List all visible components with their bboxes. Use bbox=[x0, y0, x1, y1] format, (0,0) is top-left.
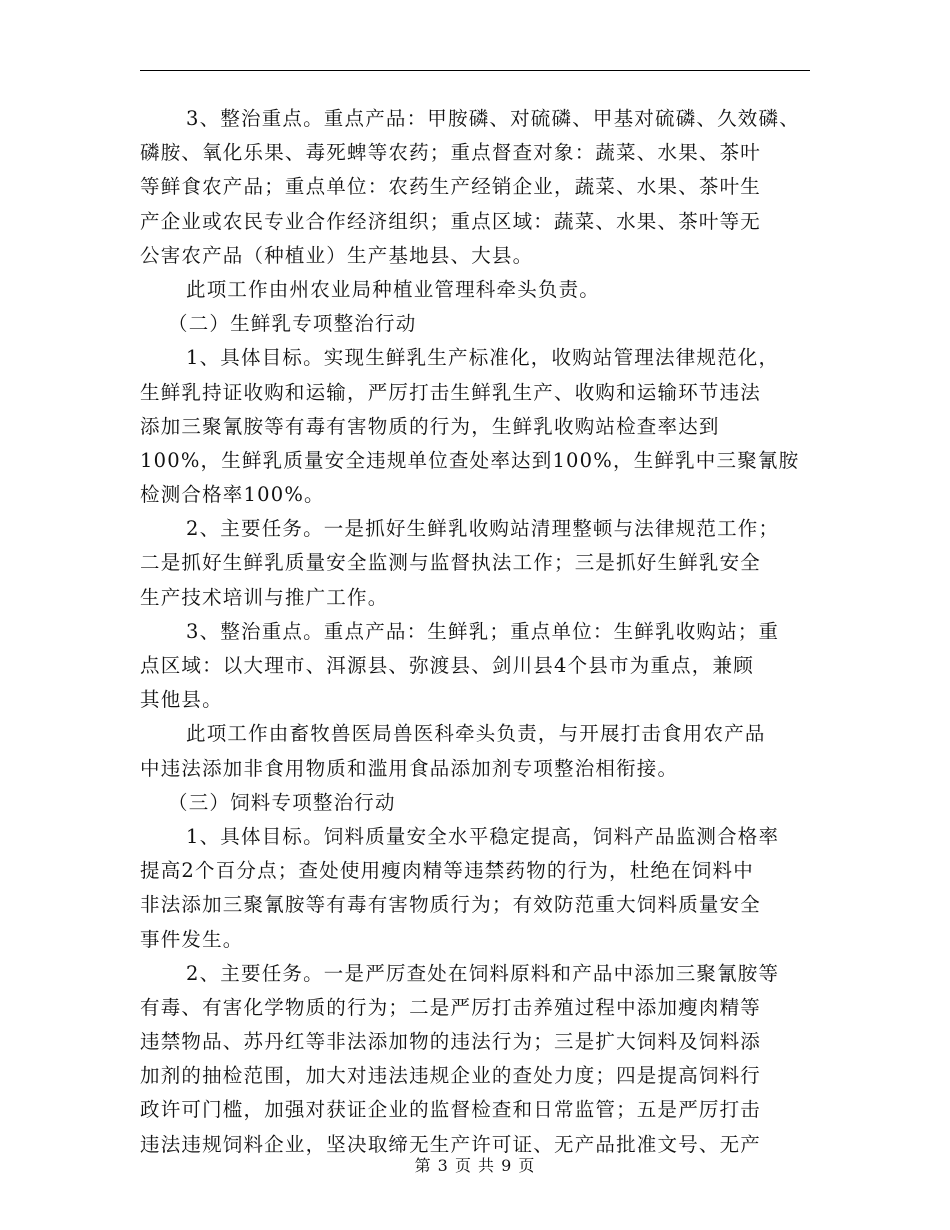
text-line: 有毒、有害化学物质的行为；二是严厉打击养殖过程中添加瘦肉精等 bbox=[140, 995, 762, 1019]
text-line: 3、整治重点。重点产品：生鲜乳；重点单位：生鲜乳收购站；重 bbox=[186, 619, 780, 643]
text-line: 生产技术培训与推广工作。 bbox=[140, 585, 389, 609]
text-line: 违法违规饲料企业，坚决取缔无生产许可证、无产品批准文号、无产 bbox=[140, 1132, 762, 1156]
text-line: 磷胺、氧化乐果、毒死蜱等农药；重点督查对象：蔬菜、水果、茶叶 bbox=[140, 141, 762, 165]
text-line: 此项工作由畜牧兽医局兽医科牵头负责，与开展打击食用农产品 bbox=[186, 722, 766, 746]
document-body bbox=[140, 102, 820, 1162]
text-line: 中违法添加非食用物质和滥用食品添加剂专项整治相衔接。 bbox=[140, 756, 679, 780]
text-line: 政许可门槛，加强对获证企业的监督检查和日常监管；五是严厉打击 bbox=[140, 1098, 762, 1122]
text-line: 2、主要任务。一是抓好生鲜乳收购站清理整顿与法律规范工作； bbox=[186, 517, 780, 541]
text-line: 生鲜乳持证收购和运输，严厉打击生鲜乳生产、收购和运输环节违法 bbox=[140, 380, 762, 404]
text-line: 等鲜食农产品；重点单位：农药生产经销企业，蔬菜、水果、茶叶生 bbox=[140, 175, 762, 199]
text-line: 二是抓好生鲜乳质量安全监测与监督执法工作；三是抓好生鲜乳安全 bbox=[140, 551, 762, 575]
page-footer bbox=[0, 1153, 950, 1176]
section-heading: （二）生鲜乳专项整治行动 bbox=[168, 312, 417, 336]
text-line: 此项工作由州农业局种植业管理科牵头负责。 bbox=[186, 277, 601, 301]
text-line: 2、主要任务。一是严厉查处在饲料原料和产品中添加三聚氰胺等 bbox=[186, 961, 780, 985]
text-line: 1、具体目标。饲料质量安全水平稳定提高，饲料产品监测合格率 bbox=[186, 824, 780, 848]
section-heading: （三）饲料专项整治行动 bbox=[168, 790, 396, 814]
text-line: 100%，生鲜乳质量安全违规单位查处率达到100%，生鲜乳中三聚氰胺 bbox=[140, 448, 800, 472]
text-line: 添加三聚氰胺等有毒有害物质的行为，生鲜乳收购站检查率达到 bbox=[140, 414, 720, 438]
page-number: 第 3 页 共 9 页 bbox=[414, 1156, 536, 1175]
text-line: 3、整治重点。重点产品：甲胺磷、对硫磷、甲基对硫磷、久效磷、 bbox=[186, 107, 800, 130]
text-line: 点区域：以大理市、洱源县、弥渡县、剑川县4个县市为重点，兼顾 bbox=[140, 654, 754, 677]
text-line: 检测合格率100%。 bbox=[140, 483, 325, 507]
text-line: 非法添加三聚氰胺等有毒有害物质行为；有效防范重大饲料质量安全 bbox=[140, 893, 762, 917]
header-rule bbox=[140, 70, 810, 71]
text-line: 加剂的抽检范围，加大对违法违规企业的查处力度；四是提高饲料行 bbox=[140, 1064, 762, 1088]
text-line: 产企业或农民专业合作经济组织；重点区域：蔬菜、水果、茶叶等无 bbox=[140, 209, 762, 233]
text-line: 事件发生。 bbox=[140, 927, 244, 951]
text-line: 其他县。 bbox=[140, 688, 223, 712]
text-line: 公害农产品（种植业）生产基地县、大县。 bbox=[140, 243, 534, 267]
text-line: 违禁物品、苏丹红等非法添加物的违法行为；三是扩大饲料及饲料添 bbox=[140, 1030, 762, 1054]
text-line: 提高2个百分点；查处使用瘦肉精等违禁药物的行为，杜绝在饲料中 bbox=[140, 859, 754, 883]
text-line: 1、具体目标。实现生鲜乳生产标准化，收购站管理法律规范化， bbox=[186, 346, 780, 370]
